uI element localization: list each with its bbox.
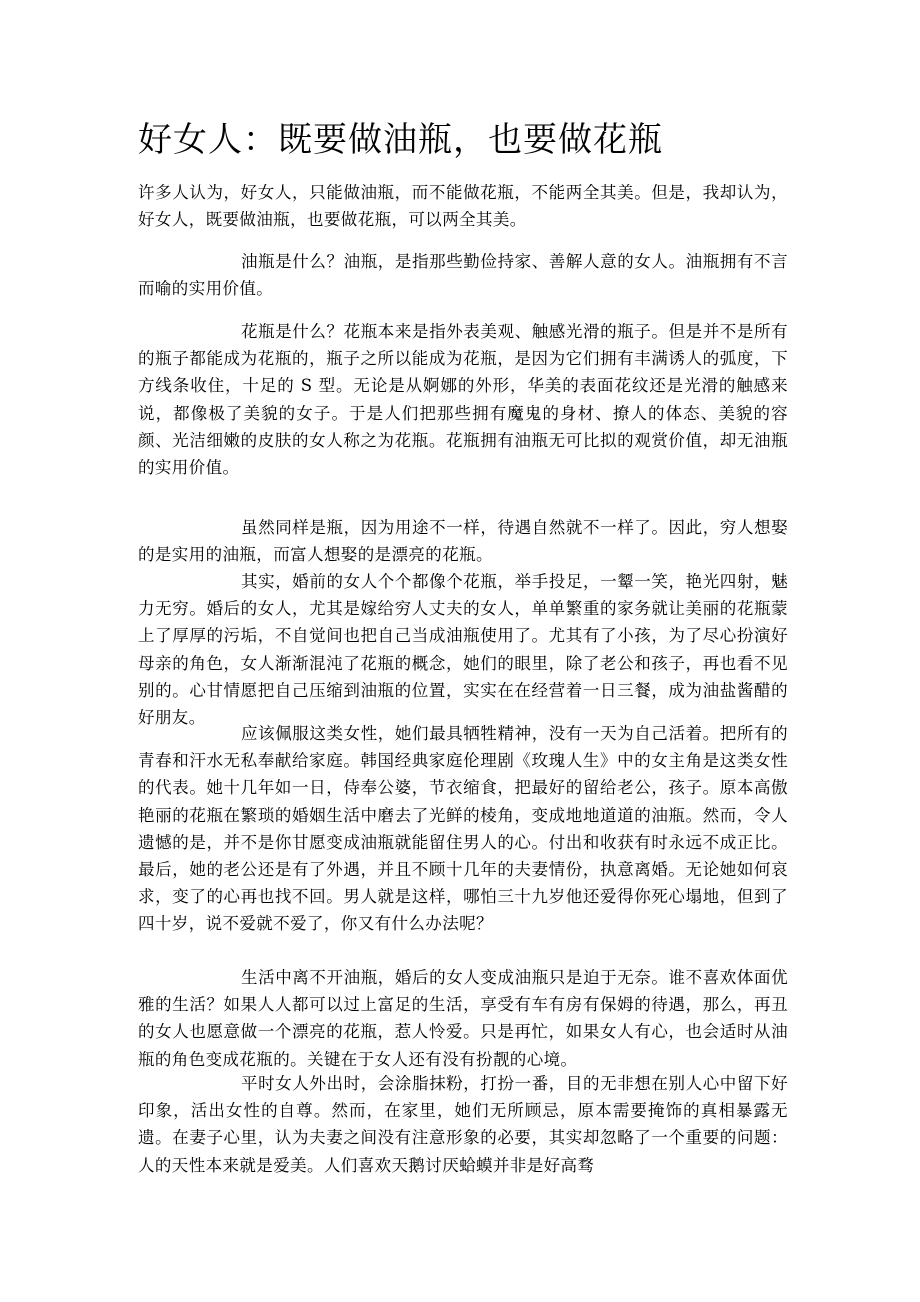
paragraph-intro: 许多人认为，好女人，只能做油瓶，而不能做花瓶，不能两全其美。但是，我却认为，好女人，既要做油瓶，也要做花瓶，可以两全其美。 [138,183,788,230]
paragraph-vase: 花瓶是什么？花瓶本来是指外表美观、触感光滑的瓶子。但是并不是所有的瓶子都能成为花瓶的，瓶子之所以能成为花瓶，是因为它们拥有丰满诱人的弧度，下方线条收住，十足的 S 型。无论是从婀娜的外形，华美的表面花纹还是光滑的触感来说，都像极了美貌的女子。于是人们把那些拥有魔鬼的身材、撩人的体态、美貌的容颜、光洁细嫩的皮肤的女人称之为花瓶。花瓶拥有油瓶无可比拟的观赏价值，却无油瓶的实用价值。 [138,322,788,478]
paragraph-sacrifice: 应该佩服这类女性，她们最具牺牲精神，没有一天为自己活着。把所有的青春和汗水无私奉献给家庭。韩国经典家庭伦理剧《玫瑰人生》中的女主角是这类女性的代表。她十几年如一日，侍奉公婆，节衣缩食，把最好的留给老公，孩子。原本高傲艳丽的花瓶在繁琐的婚姻生活中磨去了光鲜的棱角，变成地地道道的油瓶。然而，令人遗憾的是，并不是你甘愿变成油瓶就能留住男人的心。付出和收获有时永远不成正比。最后，她的老公还是有了外遇，并且不顾十几年的夫妻情份，执意离婚。无论她如何哀求，变了的心再也找不回。男人就是这样，哪怕三十九岁他还爱得你死心塌地，但到了四十岁，说不爱就不爱了，你又有什么办法呢？ [138,724,788,934]
paragraph-treatment: 虽然同样是瓶，因为用途不一样，待遇自然就不一样了。因此，穷人想娶的是实用的油瓶，而富人想娶的是漂亮的花瓶。 [138,518,788,565]
paragraph-life-needs: 生活中离不开油瓶，婚后的女人变成油瓶只是迫于无奈。谁不喜欢体面优雅的生活？如果人人都可以过上富足的生活，享受有车有房有保姆的待遇，那么，再丑的女人也愿意做一个漂亮的花瓶，惹人怜爱。只是再忙，如果女人有心，也会适时从油瓶的角色变成花瓶的。关键在于女人还有没有扮靓的心境。 [138,968,788,1069]
paragraph-self-image: 平时女人外出时，会涂脂抹粉，打扮一番，目的无非想在别人心中留下好印象，活出女性的自尊。然而，在家里，她们无所顾忌，原本需要掩饰的真相暴露无遗。在妻子心里，认为夫妻之间没有注意形象的必要，其实却忽略了一个重要的问题：人的天性本来就是爱美。人们喜欢天鹅讨厌蛤蟆并非是好高骛 [138,1074,788,1175]
paragraph-before-after-marriage: 其实，婚前的女人个个都像个花瓶，举手投足，一颦一笑，艳光四射，魅力无穷。婚后的女人，尤其是嫁给穷人丈夫的女人，单单繁重的家务就让美丽的花瓶蒙上了厚厚的污垢，不自觉间也把自己当成油瓶使用了。尤其有了小孩，为了尽心扮演好母亲的角色，女人渐渐混沌了花瓶的概念，她们的眼里，除了老公和孩子，再也看不见别的。心甘情愿把自己压缩到油瓶的位置，实实在在经营着一日三餐，成为油盐酱醋的好朋友。 [138,572,788,728]
paragraph-oil-bottle: 油瓶是什么？油瓶，是指那些勤俭持家、善解人意的女人。油瓶拥有不言而喻的实用价值。 [138,252,788,299]
document-title: 好女人：既要做油瓶，也要做花瓶 [138,120,663,160]
